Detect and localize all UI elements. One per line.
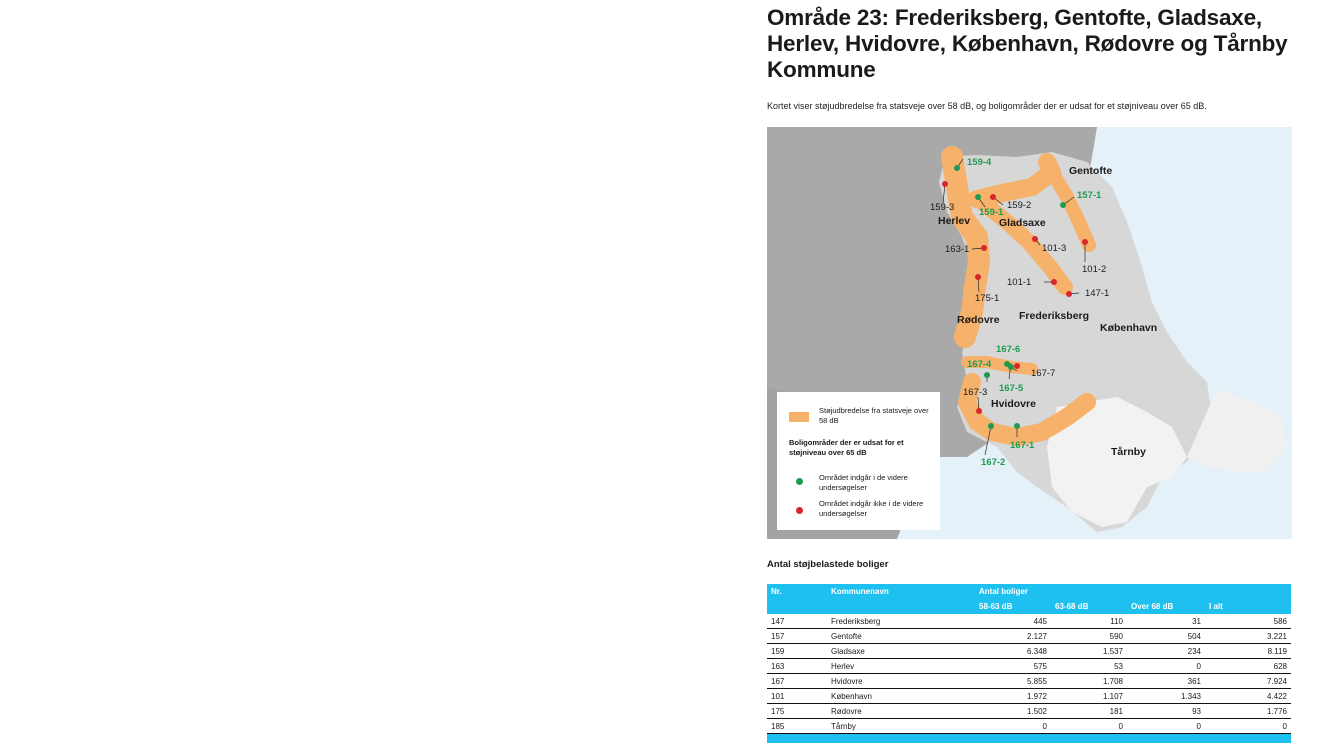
marker-167-4 — [984, 372, 990, 378]
label-167-3: 167-3 — [963, 387, 988, 398]
municipality-koebenhavn: København — [1100, 322, 1158, 334]
table-title: Antal støjbelastede boliger — [767, 559, 889, 570]
label-167-4: 167-4 — [967, 359, 992, 370]
legend-heading: Boligområder der er udsat for et støjniveau over 65 dB — [789, 438, 904, 457]
table-row — [767, 659, 1291, 674]
cell-nr: 175 — [767, 704, 827, 719]
marker-159-2 — [990, 194, 996, 200]
municipality-herlev: Herlev — [938, 215, 971, 227]
cell-municipality: Gladsaxe — [827, 644, 975, 659]
cell-municipality: Herlev — [827, 659, 975, 674]
label-157-1: 157-1 — [1077, 190, 1102, 201]
housing-table — [767, 584, 1291, 734]
cell-nr: 185 — [767, 719, 827, 734]
cell-63-68: 181 — [1051, 704, 1127, 719]
cell-municipality: København — [827, 689, 975, 704]
municipality-gentofte: Gentofte — [1069, 165, 1113, 177]
label-101-1: 101-1 — [1007, 277, 1032, 288]
marker-167-2 — [988, 423, 994, 429]
excluded-dot-icon — [796, 507, 803, 514]
municipality-gladsaxe: Gladsaxe — [999, 217, 1046, 229]
marker-159-4 — [954, 165, 960, 171]
cell-over-68: 504 — [1127, 629, 1205, 644]
cell-total: 586 — [1205, 614, 1291, 629]
label-159-4: 159-4 — [967, 157, 992, 168]
cell-58-63: 1.972 — [975, 689, 1051, 704]
label-175-1: 175-1 — [975, 293, 1000, 304]
marker-101-2 — [1082, 239, 1088, 245]
municipality-frederiksberg: Frederiksberg — [1019, 310, 1090, 322]
table-row — [767, 689, 1291, 704]
cell-over-68: 31 — [1127, 614, 1205, 629]
map-description: Kortet viser støjudbredelse fra statsveje over 58 dB, og boligområder der er udsat for et støjniveau over 65 dB. — [767, 101, 1207, 111]
cell-total: 3.221 — [1205, 629, 1291, 644]
cell-municipality: Gentofte — [827, 629, 975, 644]
legend-excluded-label: Området indgår ikke i de videre undersøgelser — [819, 499, 924, 518]
cell-municipality: Hvidovre — [827, 674, 975, 689]
marker-147-1 — [1066, 291, 1072, 297]
cell-over-68: 1.343 — [1127, 689, 1205, 704]
table-row — [767, 614, 1291, 629]
label-159-2: 159-2 — [1007, 200, 1032, 211]
cell-58-63: 6.348 — [975, 644, 1051, 659]
header-housing-group: Antal boliger — [975, 584, 1291, 599]
header-nr: Nr. — [767, 584, 827, 599]
label-167-6: 167-6 — [996, 344, 1021, 355]
label-147-1: 147-1 — [1085, 288, 1110, 299]
cell-58-63: 1.502 — [975, 704, 1051, 719]
label-167-7: 167-7 — [1031, 368, 1056, 379]
marker-175-1 — [975, 274, 981, 280]
cell-total: 8.119 — [1205, 644, 1291, 659]
marker-163-1 — [981, 245, 987, 251]
cell-total: 0 — [1205, 719, 1291, 734]
noise-map — [767, 127, 1292, 539]
label-159-3: 159-3 — [930, 202, 955, 213]
table-row — [767, 704, 1291, 719]
cell-58-63: 2.127 — [975, 629, 1051, 644]
cell-58-63: 0 — [975, 719, 1051, 734]
marker-167-5 — [1008, 364, 1014, 370]
label-167-2: 167-2 — [981, 457, 1006, 468]
cell-nr: 159 — [767, 644, 827, 659]
cell-58-63: 575 — [975, 659, 1051, 674]
marker-101-1 — [1051, 279, 1057, 285]
cell-total: 628 — [1205, 659, 1291, 674]
cell-municipality: Tårnby — [827, 719, 975, 734]
cell-63-68: 0 — [1051, 719, 1127, 734]
cell-nr: 167 — [767, 674, 827, 689]
cell-nr: 101 — [767, 689, 827, 704]
municipality-roedovre: Rødovre — [957, 314, 1000, 326]
table-footer-bar — [767, 734, 1291, 743]
cell-over-68: 234 — [1127, 644, 1205, 659]
marker-167-3 — [976, 408, 982, 414]
table-row — [767, 719, 1291, 734]
cell-over-68: 93 — [1127, 704, 1205, 719]
header-63-68: 63-68 dB — [1051, 599, 1127, 614]
cell-total: 1.776 — [1205, 704, 1291, 719]
legend-included-label: Området indgår i de videre undersøgelser — [819, 473, 908, 492]
table-row — [767, 674, 1291, 689]
cell-nr: 157 — [767, 629, 827, 644]
cell-63-68: 1.708 — [1051, 674, 1127, 689]
legend-noise-label: Støjudbredelse fra statsveje over 58 dB — [819, 406, 929, 425]
marker-167-1 — [1014, 423, 1020, 429]
table-row — [767, 629, 1291, 644]
noise-band-swatch — [789, 412, 809, 422]
cell-63-68: 110 — [1051, 614, 1127, 629]
cell-63-68: 1.107 — [1051, 689, 1127, 704]
label-167-5: 167-5 — [999, 383, 1024, 394]
marker-159-3 — [942, 181, 948, 187]
header-58-63: 58-63 dB — [975, 599, 1051, 614]
cell-58-63: 5.855 — [975, 674, 1051, 689]
header-total: I alt — [1205, 599, 1291, 614]
cell-municipality: Rødovre — [827, 704, 975, 719]
cell-over-68: 361 — [1127, 674, 1205, 689]
cell-over-68: 0 — [1127, 719, 1205, 734]
cell-total: 4.422 — [1205, 689, 1291, 704]
cell-nr: 147 — [767, 614, 827, 629]
cell-58-63: 445 — [975, 614, 1051, 629]
header-municipality: Kommunenavn — [827, 584, 975, 599]
municipality-hvidovre: Hvidovre — [991, 398, 1036, 410]
cell-63-68: 53 — [1051, 659, 1127, 674]
table-body — [767, 614, 1291, 734]
marker-167-7 — [1014, 363, 1020, 369]
label-163-1: 163-1 — [945, 244, 970, 255]
marker-159-1 — [975, 194, 981, 200]
table-row — [767, 644, 1291, 659]
cell-nr: 163 — [767, 659, 827, 674]
header-over-68: Over 68 dB — [1127, 599, 1205, 614]
marker-157-1 — [1060, 202, 1066, 208]
cell-63-68: 1.537 — [1051, 644, 1127, 659]
document-page — [767, 0, 1292, 743]
included-dot-icon — [796, 478, 803, 485]
label-101-2: 101-2 — [1082, 264, 1107, 275]
marker-101-3 — [1032, 236, 1038, 242]
page-title: Område 23: Frederiksberg, Gentofte, Gladsaxe, Herlev, Hvidovre, København, Rødovre og Tårnby Kommune — [767, 5, 1288, 82]
label-167-1: 167-1 — [1010, 440, 1035, 451]
cell-municipality: Frederiksberg — [827, 614, 975, 629]
cell-63-68: 590 — [1051, 629, 1127, 644]
municipality-taarnby: Tårnby — [1111, 446, 1147, 458]
map-legend — [777, 392, 940, 530]
label-159-1: 159-1 — [979, 207, 1004, 218]
cell-over-68: 0 — [1127, 659, 1205, 674]
cell-total: 7.924 — [1205, 674, 1291, 689]
label-101-3: 101-3 — [1042, 243, 1067, 254]
